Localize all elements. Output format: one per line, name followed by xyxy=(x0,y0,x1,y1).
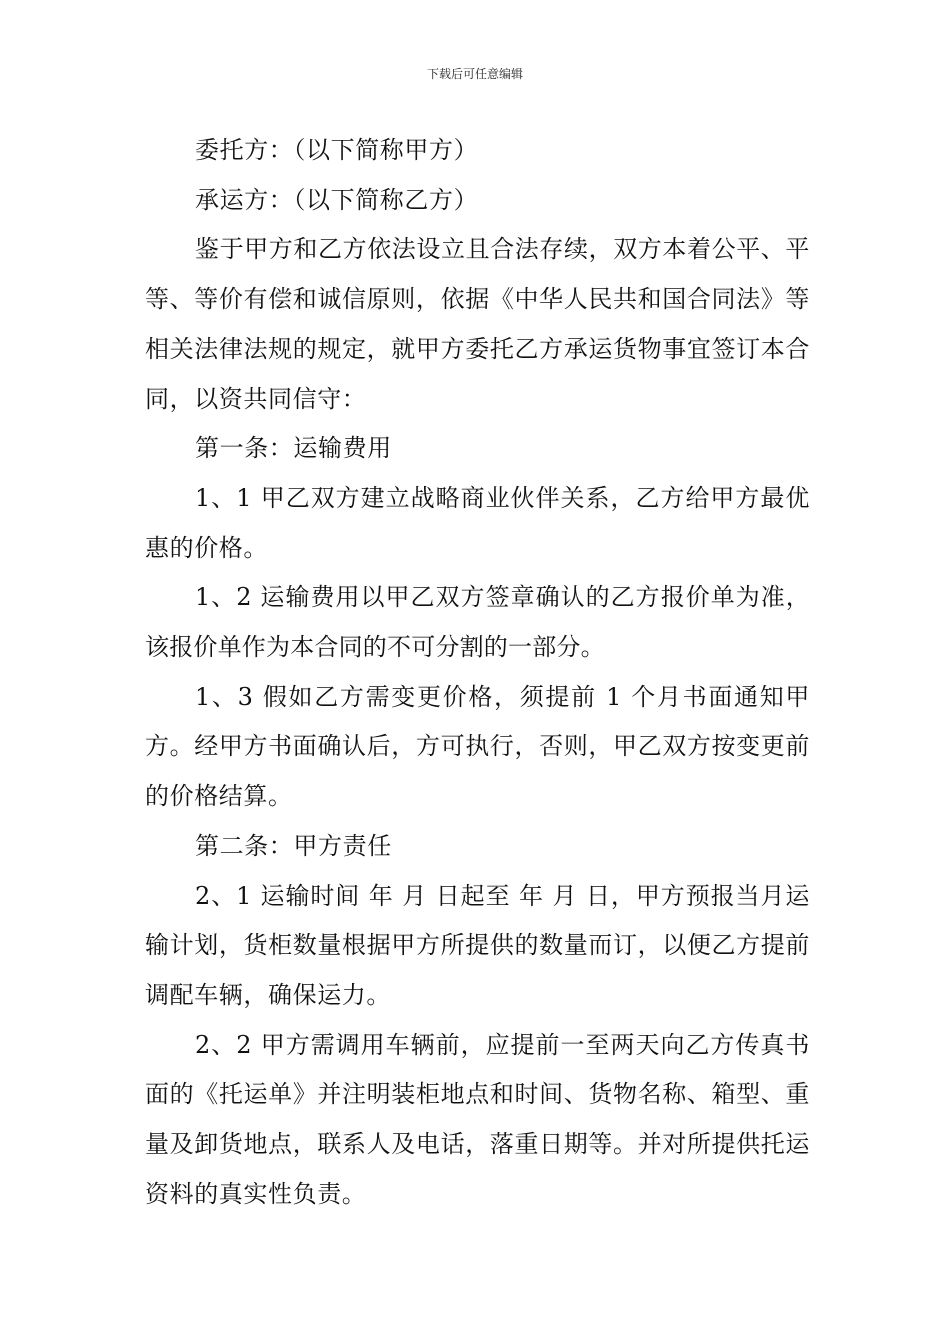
clause-2-2: 2、2 甲方需调用车辆前，应提前一至两天向乙方传真书面的《托运单》并注明装柜地点和时间、货物名称、箱型、重量及卸货地点，联系人及电话，落重日期等。并对所提供托运资料的真实性负责。 xyxy=(145,1030,810,1208)
party-b-line: 承运方：（以下简称乙方） xyxy=(195,185,479,214)
article-1-heading: 第一条：运输费用 xyxy=(195,434,392,463)
article-2-heading: 第二条：甲方责任 xyxy=(195,831,392,860)
clause-1-3: 1、3 假如乙方需变更价格，须提前 1 个月书面通知甲方。经甲方书面确认后，方可执行，否则，甲乙双方按变更前的价格结算。 xyxy=(145,682,810,811)
clause-2-1: 2、1 运输时间 年 月 日起至 年 月 日，甲方预报当月运输计划，货柜数量根据甲方所提供的数量而订，以便乙方提前调配车辆，确保运力。 xyxy=(145,881,810,1009)
contract-body xyxy=(145,126,810,1219)
preamble-paragraph: 鉴于甲方和乙方依法设立且合法存续，双方本着公平、平等、等价有偿和诚信原则，依据《中华人民共和国合同法》等相关法律法规的规定，就甲方委托乙方承运货物事宜签订本合同，以资共同信守： xyxy=(145,235,810,413)
clause-1-1: 1、1 甲乙双方建立战略商业伙伴关系，乙方给甲方最优惠的价格。 xyxy=(145,483,810,562)
party-a-line: 委托方：（以下简称甲方） xyxy=(195,136,479,164)
clause-1-2: 1、2 运输费用以甲乙双方签章确认的乙方报价单为准，该报价单作为本合同的不可分割的一部分。 xyxy=(145,583,810,662)
page-header: 下载后可任意编辑 xyxy=(426,67,523,81)
